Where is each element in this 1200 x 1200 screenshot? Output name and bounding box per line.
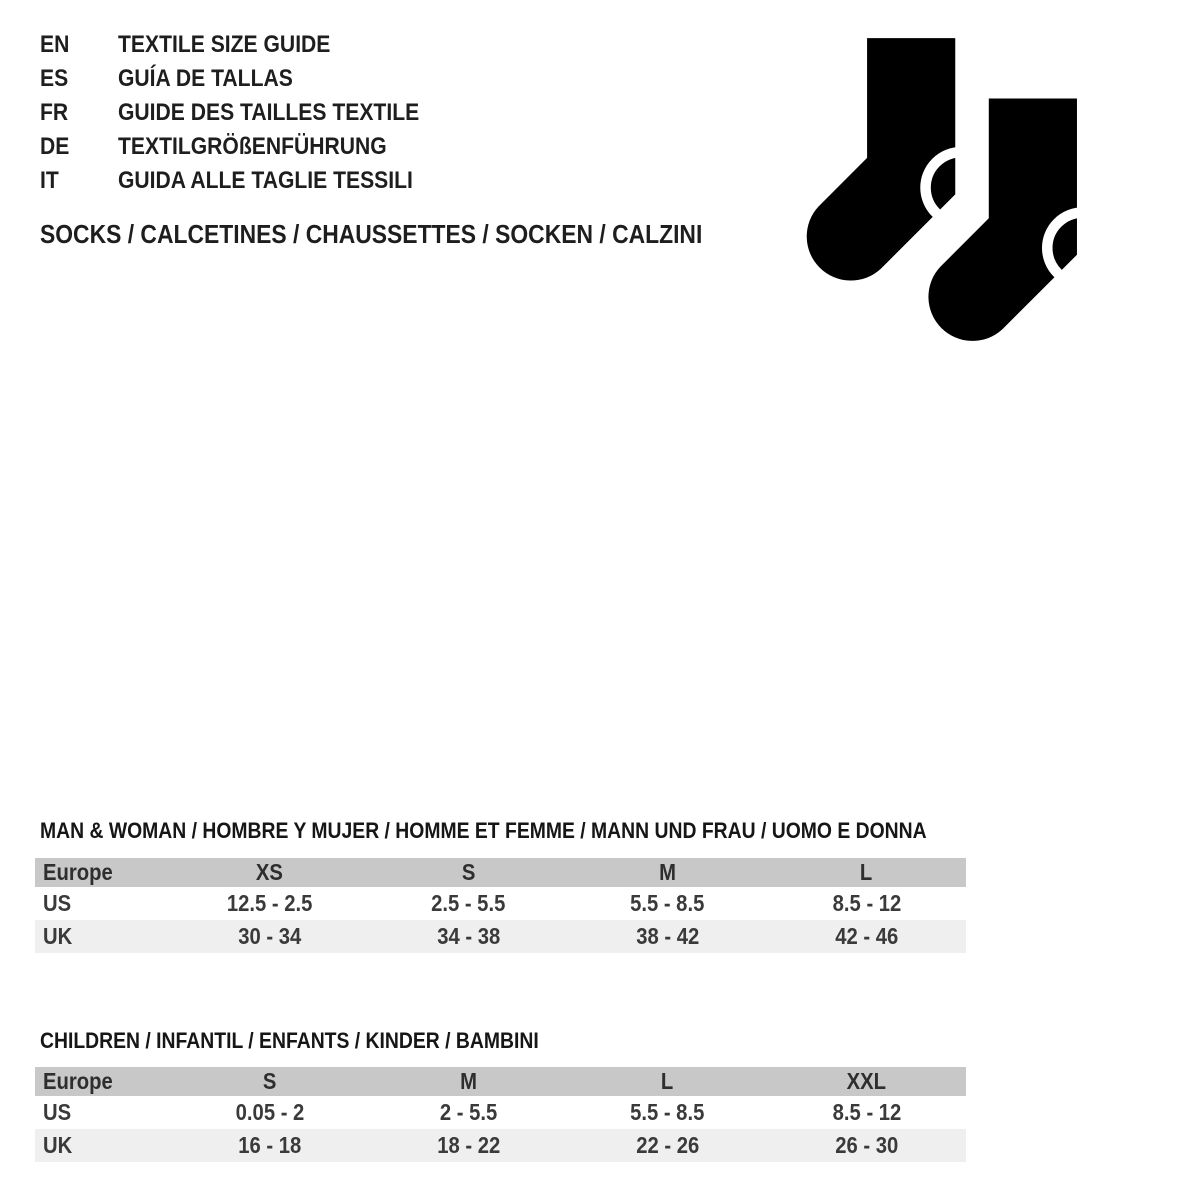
size-value: 8.5 - 12 <box>832 890 901 916</box>
column-header-size: L <box>860 859 873 885</box>
table-row-us <box>35 887 966 920</box>
guide-title-en: TEXTILE SIZE GUIDE <box>118 31 331 58</box>
socks-icon <box>800 38 1122 343</box>
adult-section-title: MAN & WOMAN / HOMBRE Y MUJER / HOMME ET FEMME / MANN UND FRAU / UOMO E DONNA <box>40 818 927 843</box>
guide-title-it: GUIDA ALLE TAGLIE TESSILI <box>118 167 413 194</box>
size-value: 34 - 38 <box>436 923 501 949</box>
guide-title-es: GUÍA DE TALLAS <box>118 65 293 92</box>
size-value: 18 - 22 <box>436 1132 501 1158</box>
column-header-size: XS <box>255 859 284 885</box>
row-label: UK <box>43 923 73 949</box>
language-code: DE <box>40 133 70 160</box>
column-header-size: S <box>461 859 476 885</box>
children-size-table <box>35 1067 966 1162</box>
children-section-title: CHILDREN / INFANTIL / ENFANTS / KINDER / BAMBINI <box>40 1028 539 1053</box>
size-value: 16 - 18 <box>237 1132 302 1158</box>
column-header-size: XXL <box>846 1068 887 1094</box>
size-value: 2 - 5.5 <box>439 1099 498 1125</box>
table-header-row <box>35 858 966 887</box>
size-value: 2.5 - 5.5 <box>431 890 506 916</box>
size-value: 22 - 26 <box>635 1132 700 1158</box>
row-label: US <box>43 1099 72 1125</box>
size-value: 5.5 - 8.5 <box>630 890 705 916</box>
language-row-it <box>40 164 460 198</box>
size-value: 38 - 42 <box>635 923 700 949</box>
column-header-size: M <box>659 859 676 885</box>
table-row-uk <box>35 1129 966 1162</box>
size-value: 12.5 - 2.5 <box>226 890 313 916</box>
size-value: 42 - 46 <box>834 923 899 949</box>
language-row-de <box>40 130 460 164</box>
table-row-us <box>35 1096 966 1129</box>
size-value: 8.5 - 12 <box>832 1099 901 1125</box>
language-code: EN <box>40 31 70 58</box>
category-line: SOCKS / CALCETINES / CHAUSSETTES / SOCKEN / CALZINI <box>40 219 703 249</box>
language-title-list <box>40 28 460 198</box>
size-value: 0.05 - 2 <box>235 1099 304 1125</box>
column-header-region: Europe <box>43 859 113 885</box>
row-label: UK <box>43 1132 73 1158</box>
table-header-row <box>35 1067 966 1096</box>
size-value: 5.5 - 8.5 <box>630 1099 705 1125</box>
language-row-en <box>40 28 460 62</box>
table-row-uk <box>35 920 966 953</box>
column-header-region: Europe <box>43 1068 113 1094</box>
column-header-size: L <box>661 1068 674 1094</box>
language-code: ES <box>40 65 69 92</box>
guide-title-fr: GUIDE DES TAILLES TEXTILE <box>118 99 420 126</box>
size-value: 30 - 34 <box>237 923 302 949</box>
size-value: 26 - 30 <box>834 1132 899 1158</box>
column-header-size: S <box>262 1068 277 1094</box>
language-code: IT <box>40 167 59 194</box>
language-row-fr <box>40 96 460 130</box>
adult-size-table <box>35 858 966 953</box>
language-code: FR <box>40 99 69 126</box>
language-row-es <box>40 62 460 96</box>
guide-title-de: TEXTILGRÖßENFÜHRUNG <box>118 133 387 160</box>
row-label: US <box>43 890 72 916</box>
column-header-size: M <box>460 1068 477 1094</box>
